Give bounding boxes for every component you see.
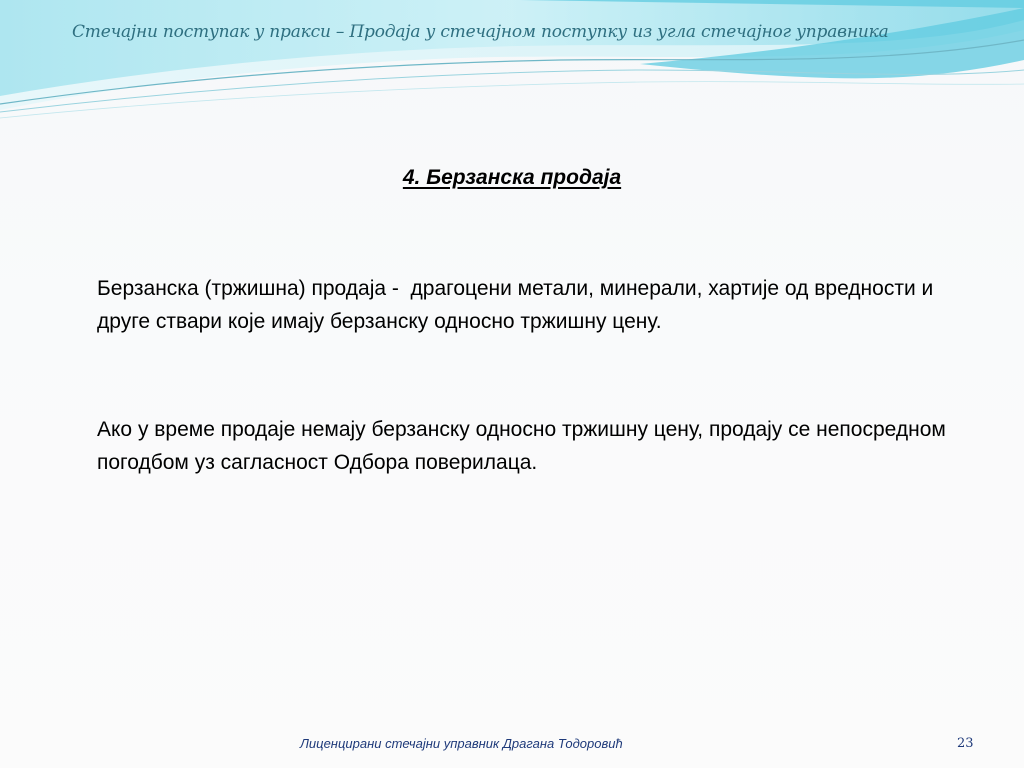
paragraph-market-sale: Берзанска (тржишна) продаја - драгоцени метали, минерали, хартије од вредности и друге ствари које имају берзанску односно тржишну цену. <box>97 277 940 333</box>
page-number: 23 <box>957 736 974 751</box>
header-wave-decoration <box>0 0 1024 130</box>
section-heading: 4. Берзанска продаја <box>402 166 622 189</box>
slide-header-title: Стечајни поступак у пракси – Продаја у стечајном поступку из угла стечајног управника <box>72 22 889 42</box>
footer-author: Лиценцирани стечајни управник Драгана Тодоровић <box>300 736 623 751</box>
paragraph-direct-agreement: Ако у време продаје немају берзанску односно тржишну цену, продају се непосредном погодбом уз сагласност Одбора поверилаца. <box>97 418 952 474</box>
